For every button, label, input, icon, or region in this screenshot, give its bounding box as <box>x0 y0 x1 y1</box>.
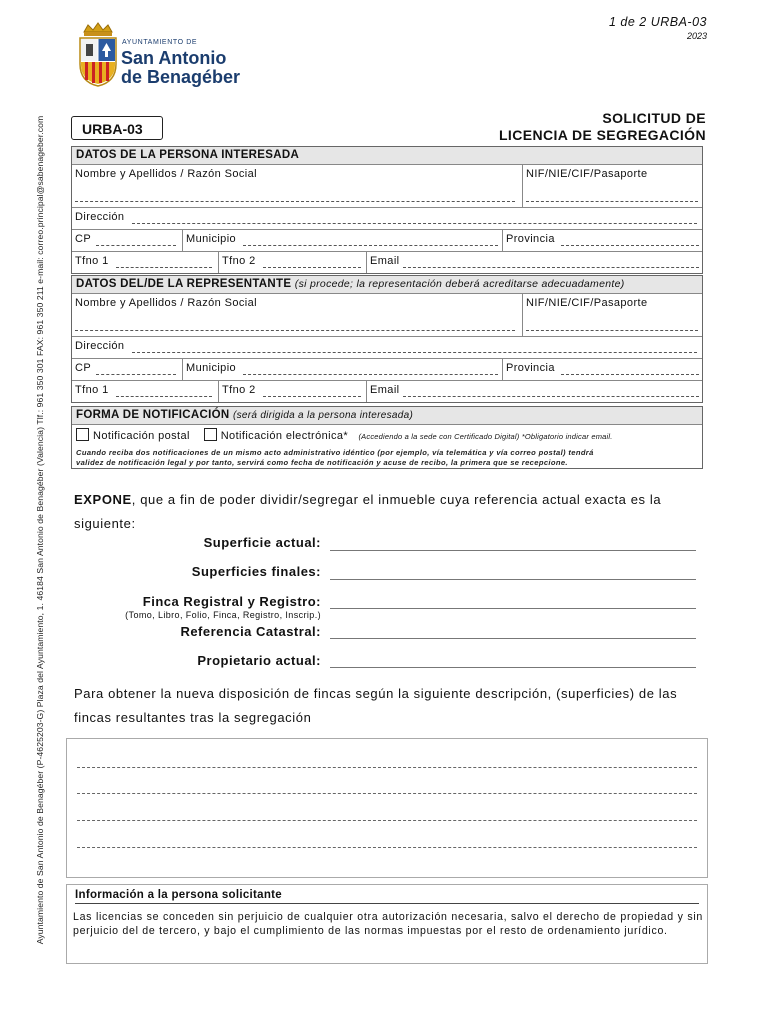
propietario-label: Propietario actual: <box>197 653 321 668</box>
postal-checkbox[interactable] <box>76 428 89 441</box>
superficie-actual-label: Superficie actual: <box>203 535 321 550</box>
form-year: 2023 <box>686 31 707 41</box>
rep-tfno1-field[interactable] <box>72 381 218 402</box>
provincia-label: Provincia <box>506 362 555 374</box>
expone-keyword: EXPONE <box>74 492 132 507</box>
address-label: Dirección <box>75 211 125 223</box>
rep-address-field[interactable] <box>72 337 704 358</box>
tfno2-label: Tfno 2 <box>222 255 256 267</box>
representante-section <box>71 275 703 403</box>
contact-row <box>72 381 702 402</box>
form-title-line2: LICENCIA DE SEGREGACIÓN <box>498 127 706 143</box>
referencia-catastral-label: Referencia Catastral: <box>180 624 321 639</box>
section-heading: DATOS DEL/DE LA REPRESENTANTE (si procede; la representación deberá acreditarse adecuadamente) <box>72 276 702 294</box>
tfno1-label: Tfno 1 <box>75 384 109 396</box>
superficie-actual-field[interactable] <box>330 549 696 551</box>
location-row <box>72 230 702 252</box>
address-row <box>72 208 702 230</box>
expone-paragraph <box>74 488 704 536</box>
municipio-label: Municipio <box>186 362 237 374</box>
nif-label: NIF/NIE/CIF/Pasaporte <box>526 297 648 309</box>
coat-of-arms-icon <box>76 22 120 88</box>
provincia-field[interactable] <box>502 230 704 251</box>
electronic-note: (Accediendo a la sede con Certificado Digital) *Obligatorio indicar email. <box>358 432 613 441</box>
finca-registral-hint: (Tomo, Libro, Folio, Finca, Registro, Inscrip.) <box>125 610 321 620</box>
electronic-label: Notificación electrónica* <box>220 430 349 442</box>
provincia-label: Provincia <box>506 233 555 245</box>
email-label: Email <box>370 255 400 267</box>
notificacion-section <box>71 406 703 469</box>
propietario-field[interactable] <box>330 666 696 668</box>
location-row <box>72 359 702 381</box>
nif-field[interactable] <box>522 165 704 207</box>
rep-name-field[interactable] <box>72 294 522 336</box>
referencia-catastral-field[interactable] <box>330 637 696 639</box>
electronic-checkbox[interactable] <box>204 428 217 441</box>
description-intro: Para obtener la nueva disposición de fincas según la siguiente descripción, (superficies) de las fincas resultantes tras la segregación <box>74 686 678 725</box>
logo-name-line1: San Antonio <box>121 48 227 68</box>
logo-name-line2: de Benagéber <box>121 67 241 87</box>
superficies-finales-label: Superficies finales: <box>191 564 321 579</box>
municipio-label: Municipio <box>186 233 237 245</box>
interesada-section <box>71 146 703 274</box>
name-row <box>72 294 702 337</box>
expone-text: , que a fin de poder dividir/segregar el inmueble cuya referencia actual exacta es la siguiente: <box>74 492 662 531</box>
side-address-text: Ayuntamiento de San Antonio de Benagéber (P-4625203-G) Plaza del Ayuntamiento, 1. 46184 San Antonio de Benagéber (Valencia) Tlf.: 961 350 301 FAX: 961 350 211 e-mail: correo.principal@sabenageber.com <box>35 115 45 945</box>
tfno1-field[interactable] <box>72 252 218 273</box>
page-number: 1 de 2 URBA-03 <box>608 15 707 29</box>
tfno2-field[interactable] <box>218 252 366 273</box>
notification-options <box>76 428 613 442</box>
notification-legal-text: Cuando reciba dos notificaciones de un mismo acto administrativo idéntico (por ejemplo, vía telemática y vía correo postal) tendrá validez de notificación legal y por tanto, servirá como fecha de notificación y acuse de recibo, la primera que se recepcione. <box>76 448 594 467</box>
finca-registral-field[interactable] <box>330 607 696 609</box>
form-code-box: URBA-03 <box>71 116 163 140</box>
cp-label: CP <box>75 362 92 374</box>
rep-nif-field[interactable] <box>522 294 704 336</box>
cp-field[interactable] <box>72 230 182 251</box>
tfno2-label: Tfno 2 <box>222 384 256 396</box>
address-row <box>72 337 702 359</box>
tfno1-label: Tfno 1 <box>75 255 109 267</box>
email-field[interactable] <box>366 252 704 273</box>
name-field[interactable] <box>72 165 522 207</box>
rep-email-field[interactable] <box>366 381 704 402</box>
email-label: Email <box>370 384 400 396</box>
address-label: Dirección <box>75 340 125 352</box>
address-field[interactable] <box>72 208 704 229</box>
description-box[interactable] <box>66 738 708 878</box>
municipality-logo <box>76 22 246 88</box>
postal-label: Notificación postal <box>93 430 190 442</box>
rep-provincia-field[interactable] <box>502 359 704 380</box>
rep-cp-field[interactable] <box>72 359 182 380</box>
name-label: Nombre y Apellidos / Razón Social <box>75 168 257 180</box>
cp-label: CP <box>75 233 92 245</box>
municipio-field[interactable] <box>182 230 502 251</box>
superficies-finales-field[interactable] <box>330 578 696 580</box>
contact-row <box>72 252 702 273</box>
section-heading: DATOS DE LA PERSONA INTERESADA <box>72 147 702 165</box>
rep-municipio-field[interactable] <box>182 359 502 380</box>
name-label: Nombre y Apellidos / Razón Social <box>75 297 257 309</box>
info-title: Información a la persona solicitante <box>75 889 699 904</box>
info-text: Las licencias se conceden sin perjuicio de cualquier otra autorización necesaria, salvo el derecho de propiedad y sin perjuicio del de tercero, y bajo el cumplimiento de las normas impuestas por el resto de ordenamiento jurídico. <box>73 911 703 937</box>
form-title-line1: SOLICITUD DE <box>602 110 706 126</box>
section-heading: FORMA DE NOTIFICACIÓN (será dirigida a la persona interesada) <box>72 407 702 425</box>
rep-tfno2-field[interactable] <box>218 381 366 402</box>
logo-caption: AYUNTAMIENTO DE <box>122 39 198 46</box>
nif-label: NIF/NIE/CIF/Pasaporte <box>526 168 648 180</box>
info-box <box>66 884 708 964</box>
finca-registral-label: Finca Registral y Registro: <box>142 594 321 609</box>
name-row <box>72 165 702 208</box>
